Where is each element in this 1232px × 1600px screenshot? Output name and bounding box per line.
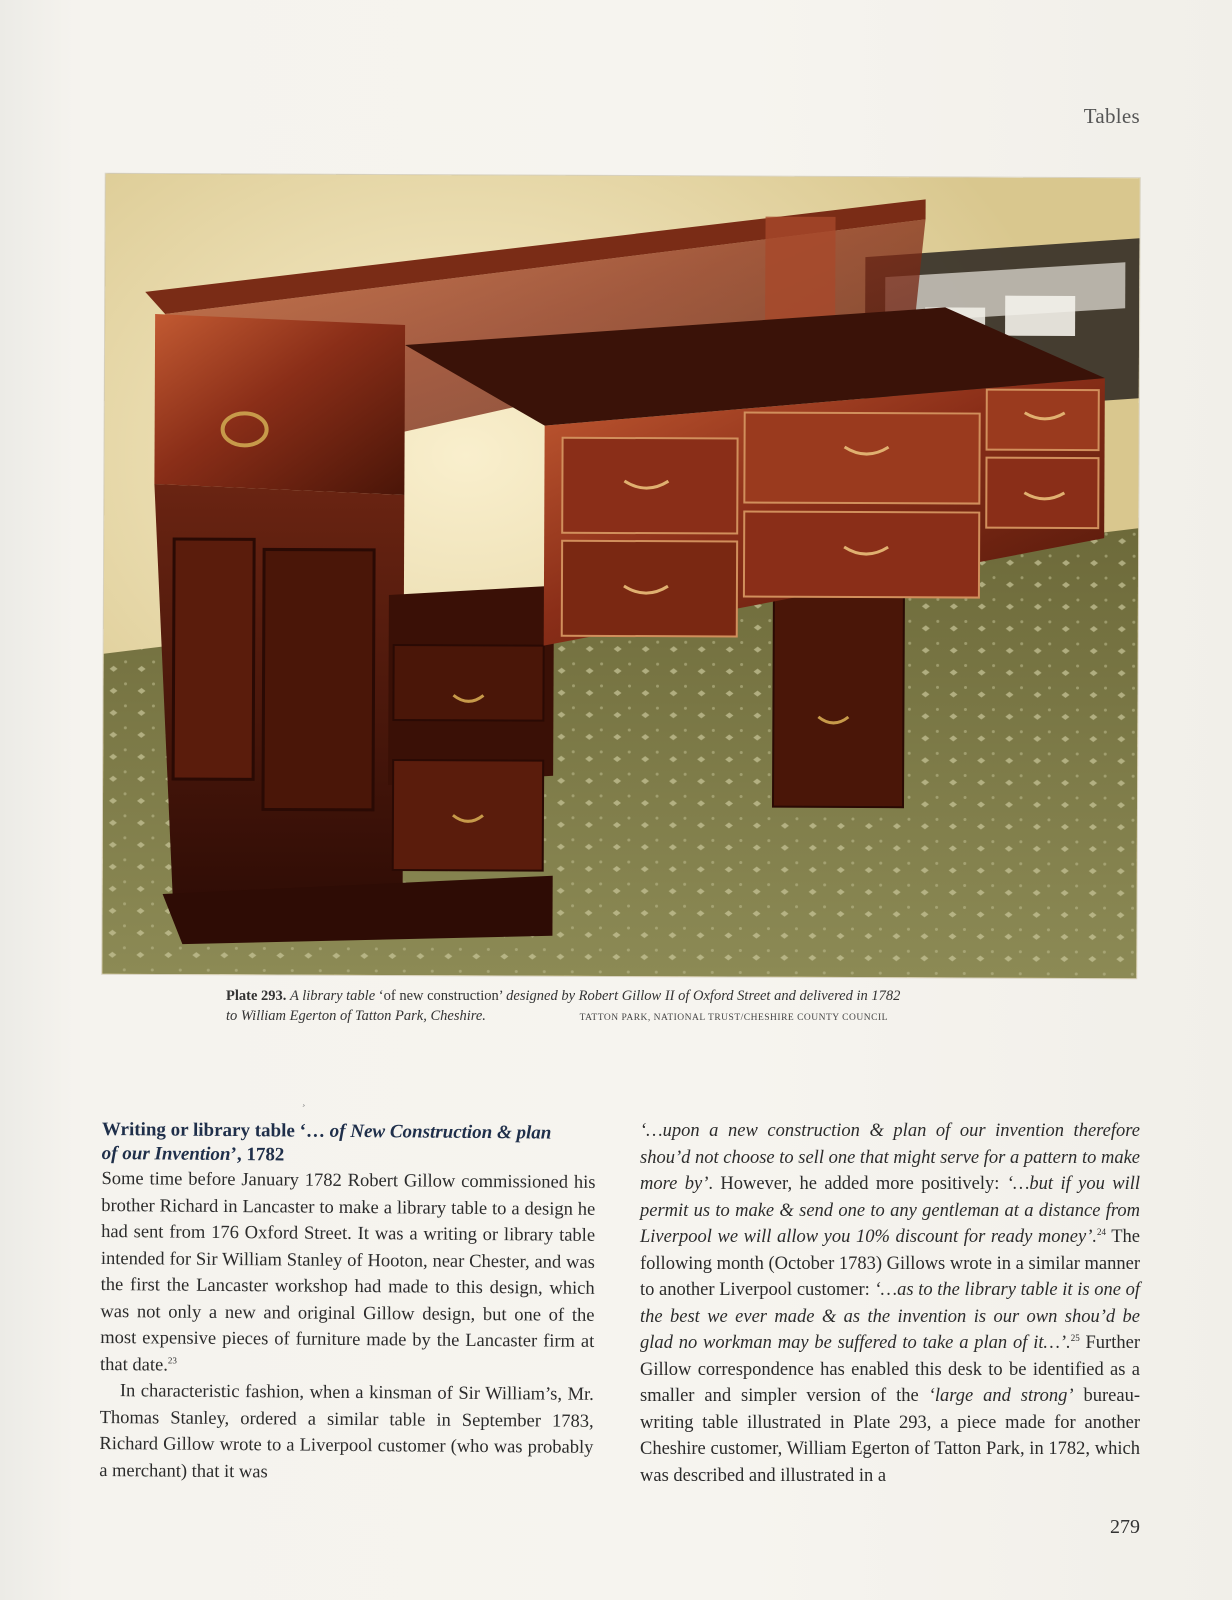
left-column: [99, 1118, 596, 1488]
right-text-4: bureau-writing table illustrated in Plate 293, a piece made for another Cheshire customer, William Egerton of Tatton Park, in 1782, which was described and illustrated in a: [640, 1386, 1140, 1486]
photo-credit: TATTON PARK, NATIONAL TRUST/CHESHIRE COUNTY COUNCIL: [579, 1013, 888, 1023]
heading-part-1: Writing or library table ‘…: [101, 1119, 330, 1142]
plate-photo: [102, 174, 1139, 979]
library-table-photo: [102, 174, 1139, 979]
plate-caption: [226, 986, 1026, 1028]
right-text-3: Further Gillow correspondence has enabled this desk to be identified as a smaller and simpler version of the: [640, 1333, 1140, 1406]
heading-part-4: ’, 1782: [230, 1144, 285, 1166]
plate-number: Plate 293.: [226, 988, 287, 1004]
right-quote-3: ‘…as to the library table it is one of the best we ever made & as the invention is our own shou’d be glad no workman may be suffered to take a plan of it…’.: [640, 1280, 1140, 1353]
left-paragraph-2: In characteristic fashion, when a kinsman of Sir William’s, Mr. Thomas Stanley, ordered a similar table in September 1783, Richard Gillow wrote to a Liverpool customer (who was probably a merchant) that it was: [99, 1381, 594, 1482]
caption-quote: ‘of new construction’: [378, 988, 507, 1004]
right-column: [640, 1118, 1140, 1489]
stray-mark: ¸: [302, 1096, 306, 1107]
footnote-25: 25: [1070, 1332, 1080, 1343]
right-quote-1: ‘…upon a new construction & plan of our invention therefore shou’d not choose to sell one that might serve for a pattern to make more by’: [640, 1121, 1140, 1194]
footnote-23: 23: [167, 1354, 177, 1365]
heading-part-3: of our Invention: [101, 1142, 231, 1166]
running-head: Tables: [1083, 104, 1140, 128]
caption-text-2: designed by Robert Gillow II of Oxford Street and delivered in 1782: [506, 988, 901, 1004]
right-text-2: The following month (October 1783) Gillows wrote in a similar manner to another Liverpool customer:: [640, 1227, 1140, 1300]
page-number: 279: [1110, 1516, 1140, 1538]
left-paragraph-1: [100, 1166, 596, 1382]
right-quote-4: ‘large and strong’: [928, 1386, 1074, 1406]
caption-text-3: to William Egerton of Tatton Park, Cheshire.: [226, 1008, 486, 1024]
caption-text-1: A library table: [290, 988, 379, 1004]
section-heading: [102, 1118, 596, 1170]
left-p1-text: Some time before January 1782 Robert Gillow commissioned his brother Richard in Lancaster to make a library table to a design he had sent from 176 Oxford Street. It was a writing or library table intended for Sir William Stanley of Hooton, near Chester, and was the first the Lancaster workshop had made to this design, which was not only a new and original Gillow design, but one of the most expensive pieces of furniture made by the Lancaster firm at that date.: [99, 1168, 596, 1376]
right-text-1: . However, he added more positively:: [708, 1174, 1007, 1194]
heading-part-2: of New Construction & plan: [329, 1120, 552, 1144]
footnote-24: 24: [1096, 1226, 1106, 1237]
right-quote-2: ‘…but if you will permit us to make & send one to any gentleman at a distance from Liverpool we will allow you 10% discount for ready money’.: [640, 1174, 1140, 1247]
right-paragraph: [640, 1118, 1140, 1489]
